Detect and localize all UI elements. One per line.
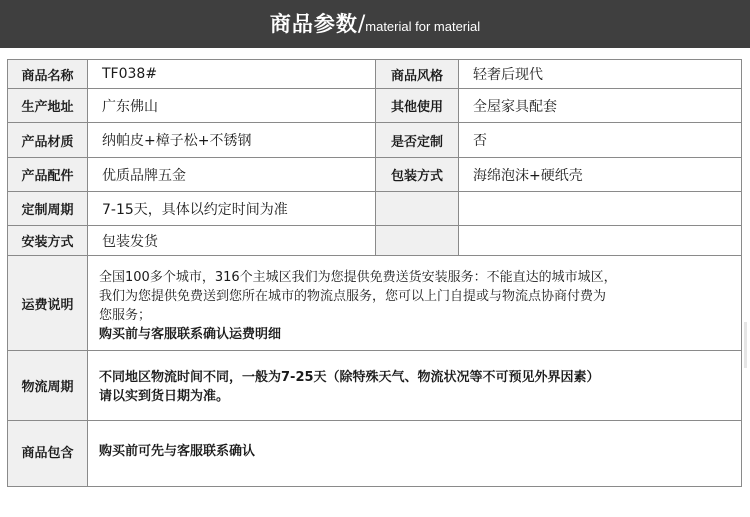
label-shipping: 运费说明 — [8, 256, 88, 351]
empty-label-cell — [376, 226, 459, 256]
shipping-description — [88, 256, 742, 351]
label-other-use: 其他使用 — [376, 89, 459, 123]
value-other-use: 全屋家具配套 — [459, 89, 742, 123]
package-description — [88, 421, 742, 487]
label-customizable: 是否定制 — [376, 123, 459, 158]
empty-value-cell — [459, 226, 742, 256]
value-custom-period: 7-15天，具体以约定时间为准 — [88, 192, 376, 226]
scrollbar-thumb[interactable] — [744, 322, 747, 368]
shipping-line: 全国100多个城市，316个主城区我们为您提供免费送货安装服务：不能直达的城市城区， — [99, 270, 617, 285]
value-accessories: 优质品牌五金 — [88, 158, 376, 192]
label-material: 产品材质 — [8, 123, 88, 158]
shipping-line: 我们为您提供免费送到您所在城市的物流点服务，您可以上门自提或与物流点协商付费为 — [99, 289, 607, 304]
section-title — [0, 0, 750, 48]
title-english: material for material — [365, 19, 481, 34]
title-slash: / — [357, 12, 366, 37]
shipping-line: 您服务； — [99, 308, 152, 323]
empty-value-cell — [459, 192, 742, 226]
label-installation: 安装方式 — [8, 226, 88, 256]
label-logistics: 物流周期 — [8, 351, 88, 421]
value-material: 纳帕皮+樟子松+不锈钢 — [88, 123, 376, 158]
logistics-description — [88, 351, 742, 421]
section-header — [0, 0, 750, 48]
empty-label-cell — [376, 192, 459, 226]
value-style: 轻奢后现代 — [459, 60, 742, 89]
value-origin: 广东佛山 — [88, 89, 376, 123]
value-installation: 包装发货 — [88, 226, 376, 256]
value-product-name: TF038# — [88, 60, 376, 89]
label-accessories: 产品配件 — [8, 158, 88, 192]
value-customizable: 否 — [459, 123, 742, 158]
label-product-name: 商品名称 — [8, 60, 88, 89]
logistics-line: 不同地区物流时间不同，一般为7-25天（除特殊天气、物流状况等不可预见外界因素） — [99, 370, 600, 385]
label-package: 商品包含 — [8, 421, 88, 487]
title-chinese: 商品参数 — [269, 12, 358, 36]
label-custom-period: 定制周期 — [8, 192, 88, 226]
value-packaging: 海绵泡沫+硬纸壳 — [459, 158, 742, 192]
shipping-note: 购买前与客服联系确认运费明细 — [99, 327, 282, 342]
label-packaging: 包装方式 — [376, 158, 459, 192]
label-style: 商品风格 — [376, 60, 459, 89]
logistics-line: 请以实到货日期为准。 — [99, 389, 230, 404]
label-origin: 生产地址 — [8, 89, 88, 123]
package-line: 购买前可先与客服联系确认 — [99, 444, 256, 459]
